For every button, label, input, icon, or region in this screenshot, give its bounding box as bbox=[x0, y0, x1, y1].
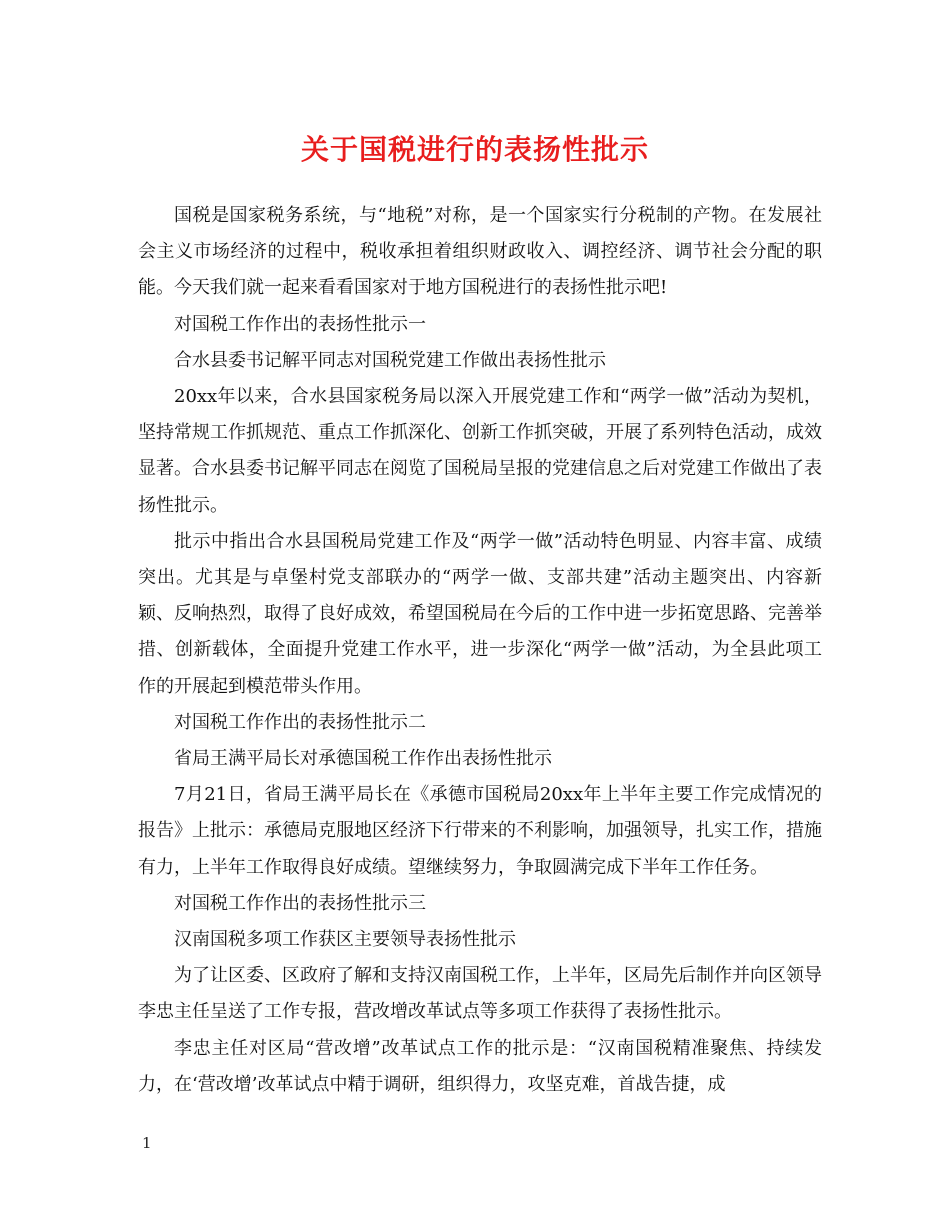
paragraph: 批示中指出合水县国税局党建工作及“两学一做”活动特色明显、内容丰富、成绩突出。尤其是与卓堡村党支部联办的“两学一做、支部共建”活动主题突出、内容新颖、反响热烈，取得了良好成效，希望国税局在今后的工作中进一步拓宽思路、完善举措、创新载体，全面提升党建工作水平，进一步深化“两学一做”活动，为全县此项工作的开展起到模范带头作用。 bbox=[138, 530, 822, 697]
paragraph: 李忠主任对区局“营改增”改革试点工作的批示是：“汉南国税精准聚焦、持续发力，在‘营改增’改革试点中精于调研，组织得力，攻坚克难，首战告捷，成 bbox=[138, 1037, 822, 1095]
section-subheading: 汉南国税多项工作获区主要领导表扬性批示 bbox=[174, 929, 516, 951]
paragraph: 为了让区委、区政府了解和支持汉南国税工作，上半年，区局先后制作并向区领导李忠主任呈送了工作专报，营改增改革试点等多项工作获得了表扬性批示。 bbox=[138, 965, 822, 1023]
paragraph: 20xx年以来，合水县国家税务局以深入开展党建工作和“两学一做”活动为契机，坚持常规工作抓规范、重点工作抓深化、创新工作抓突破，开展了系列特色活动，成效显著。合水县委书记解平同志在阅览了国税局呈报的党建信息之后对党建工作做出了表扬性批示。 bbox=[138, 386, 822, 516]
section-subheading: 省局王满平局长对承德国税工作作出表扬性批示 bbox=[174, 748, 552, 770]
paragraph: 国税是国家税务系统，与“地税”对称，是一个国家实行分税制的产物。在发展社会主义市场经济的过程中，税收承担着组织财政收入、调控经济、调节社会分配的职能。今天我们就一起来看看国家对于地方国税进行的表扬性批示吧! bbox=[138, 205, 822, 299]
page-number: 1 bbox=[142, 1134, 152, 1152]
section-subheading: 合水县委书记解平同志对国税党建工作做出表扬性批示 bbox=[174, 349, 606, 371]
page-title: 关于国税进行的表扬性批示 bbox=[300, 133, 649, 166]
paragraph: 7月21日，省局王满平局长在《承德市国税局20xx年上半年主要工作完成情况的报告》上批示：承德局克服地区经济下行带来的不利影响，加强领导，扎实工作，措施有力，上半年工作取得良好成绩。望继续努力，争取圆满完成下半年工作任务。 bbox=[138, 784, 822, 878]
section-heading: 对国税工作作出的表扬性批示一 bbox=[174, 313, 426, 335]
section-heading: 对国税工作作出的表扬性批示二 bbox=[174, 711, 426, 733]
document-body bbox=[138, 198, 822, 1103]
section-heading: 对国税工作作出的表扬性批示三 bbox=[174, 892, 426, 914]
